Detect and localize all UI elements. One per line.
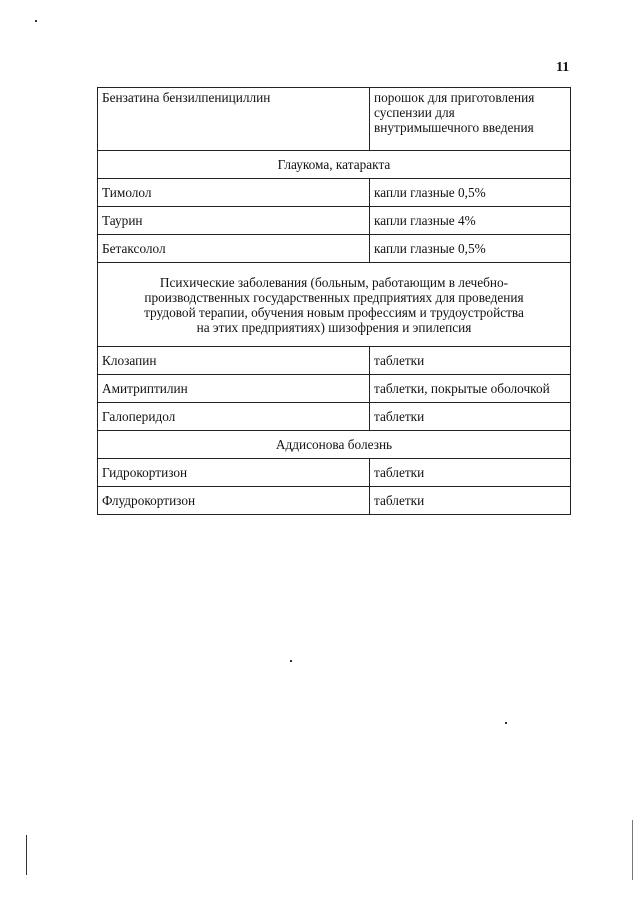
section-row: [98, 151, 571, 179]
drug-form: капли глазные 0,5%: [370, 179, 571, 207]
drug-name: Таурин: [98, 207, 370, 235]
page-number: 11: [556, 60, 570, 75]
drug-form: капли глазные 0,5%: [370, 235, 571, 263]
table-row: [98, 403, 571, 431]
drug-name: Галоперидол: [98, 403, 370, 431]
drug-name: Амитриптилин: [98, 375, 370, 403]
drug-name: Клозапин: [98, 347, 370, 375]
form-line: внутримышечного введения: [374, 120, 534, 135]
section-line: Психические заболевания (больным, работающим в лечебно-: [159, 274, 509, 290]
table-row: [98, 459, 571, 487]
drug-name: Бензатина бензилпенициллин: [98, 88, 370, 151]
drug-form: таблетки: [370, 459, 571, 487]
drug-name: Флудрокортизон: [98, 487, 370, 515]
scan-dot: [290, 660, 292, 662]
scan-dot: [35, 20, 37, 22]
drug-form: таблетки: [370, 487, 571, 515]
section-line: на этих предприятиях) шизофрения и эпилепсия: [196, 319, 472, 335]
scan-dot: [505, 722, 507, 724]
table-row: [98, 487, 571, 515]
drug-form: таблетки: [370, 403, 571, 431]
scan-mark: [26, 835, 27, 875]
drug-form: [370, 88, 571, 151]
section-heading: [98, 263, 571, 347]
table-row: [98, 88, 571, 151]
drug-form: таблетки: [370, 347, 571, 375]
section-heading: Аддисонова болезнь: [98, 431, 571, 459]
drug-form: капли глазные 4%: [370, 207, 571, 235]
form-line: суспензии для: [374, 105, 455, 120]
table-row: [98, 347, 571, 375]
drug-name: Тимолол: [98, 179, 370, 207]
section-row: [98, 263, 571, 347]
section-row: [98, 431, 571, 459]
medication-table: [97, 87, 571, 515]
scan-mark: [632, 820, 633, 880]
table-row: [98, 235, 571, 263]
table-row: [98, 179, 571, 207]
section-heading: Глаукома, катаракта: [98, 151, 571, 179]
drug-name: Бетаксолол: [98, 235, 370, 263]
drug-form: таблетки, покрытые оболочкой: [370, 375, 571, 403]
form-line: порошок для приготовления: [374, 90, 535, 105]
section-line: производственных государственных предприятиях для проведения: [144, 289, 524, 305]
table-row: [98, 207, 571, 235]
drug-name: Гидрокортизон: [98, 459, 370, 487]
section-line: трудовой терапии, обучения новым профессиям и трудоустройства: [144, 304, 524, 320]
table-row: [98, 375, 571, 403]
